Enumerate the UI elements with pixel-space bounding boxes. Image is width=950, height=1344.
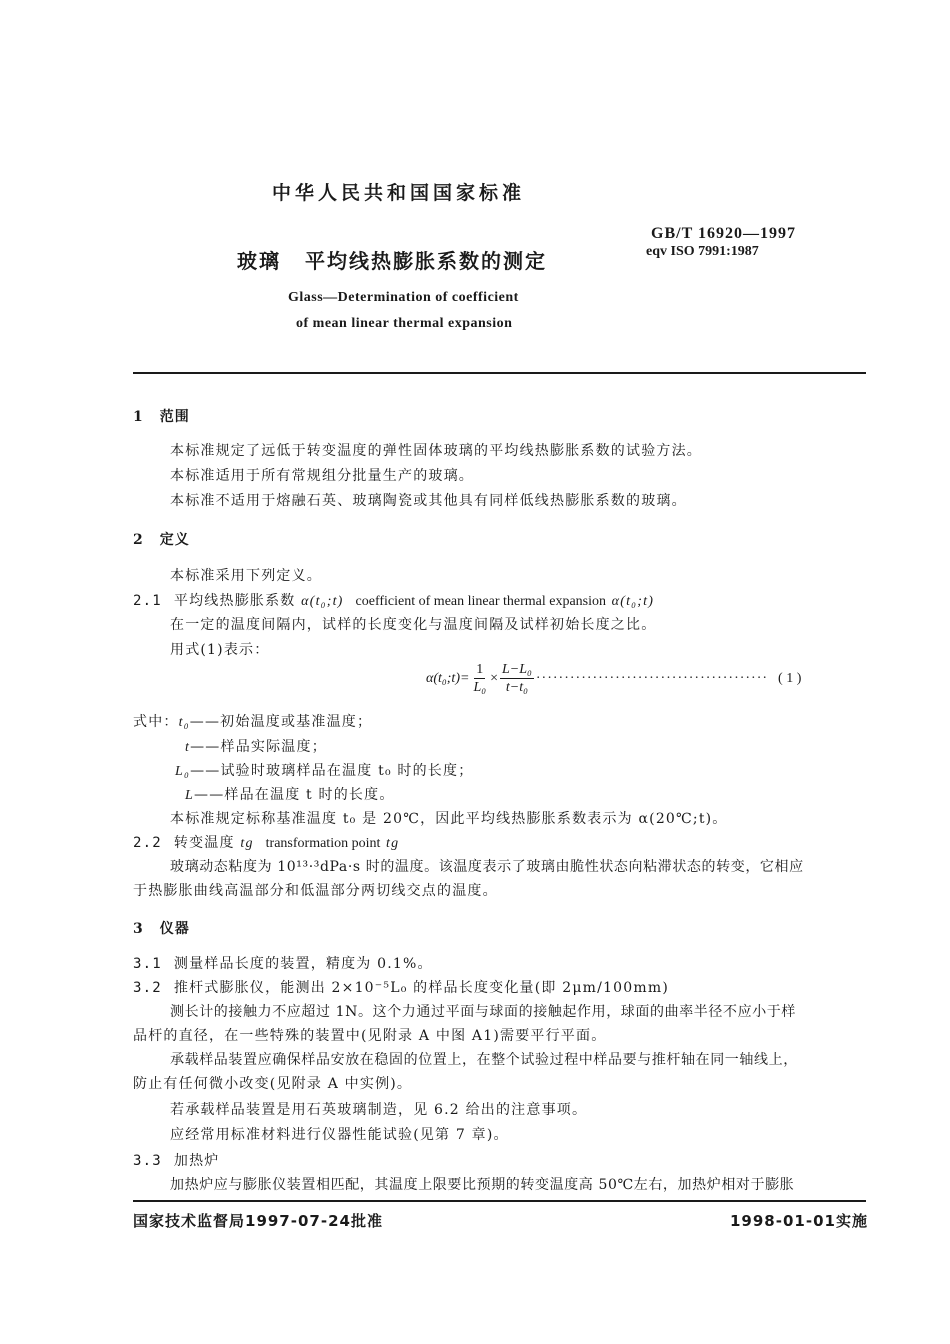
times-sign: × [490, 670, 498, 686]
section-3-heading [133, 918, 190, 938]
paragraph: 本标准规定标称基准温度 t₀ 是 20℃，因此平均线热膨胀系数表示为 α(20℃;t)。 [170, 811, 728, 827]
section-title: 范围 [159, 409, 190, 425]
paragraph: 于热膨胀曲线高温部分和低温部分两切线交点的温度。 [133, 883, 498, 899]
numerator: 1 [476, 662, 484, 677]
variable-symbol: L₀ [175, 764, 191, 779]
denominator: t−t₀ [505, 680, 528, 695]
variable-line [185, 784, 395, 804]
section-1-heading [133, 406, 190, 426]
definition-2-2 [133, 832, 399, 852]
national-standard-heading: 中华人民共和国国家标准 [272, 182, 526, 204]
clause-3-3 [133, 1150, 220, 1170]
iso-equivalence: eqv ISO 7991:1987 [646, 244, 759, 259]
term-symbol: tg [240, 836, 254, 851]
section-2-heading [133, 529, 190, 549]
fraction [471, 661, 488, 696]
term-en: coefficient of mean linear thermal expansion [355, 594, 607, 609]
section-number: 2 [133, 532, 144, 548]
paragraph: 本标准适用于所有常规组分批量生产的玻璃。 [170, 468, 474, 484]
term-symbol: tg [386, 836, 400, 851]
term-symbol: α(t₀;t) [301, 594, 344, 609]
title-en-line2: of mean linear thermal expansion [296, 316, 513, 331]
equation-number: ( 1 ) [778, 670, 802, 686]
effective-date: 1998-01-01实施 [730, 1212, 868, 1230]
paragraph: 承载样品装置应确保样品安放在稳固的位置上，在整个试验过程中样品要与推杆轴在同一轴线上， [170, 1052, 798, 1068]
clause-number: 2.1 [133, 593, 162, 609]
clause-text: 推杆式膨胀仪，能测出 2×10⁻⁵L₀ 的样品长度变化量(即 2μm/100mm) [173, 980, 669, 996]
where-clause [133, 711, 372, 731]
title-cn-part2: 平均线热膨胀系数的测定 [305, 249, 547, 273]
section-number: 3 [133, 921, 144, 937]
title-cn [237, 245, 547, 274]
title-en-line1: Glass—Determination of coefficient [288, 290, 519, 305]
variable-desc: ——试验时玻璃样品在温度 t₀ 时的长度； [190, 763, 474, 779]
title-cn-part1: 玻璃 [237, 249, 281, 273]
denominator: L₀ [473, 680, 487, 695]
definition-2-1 [133, 590, 654, 610]
clause-title: 加热炉 [173, 1153, 220, 1169]
variable-line [185, 736, 327, 756]
variable-desc: ——初始温度或基准温度； [189, 714, 373, 730]
variable-line [175, 760, 473, 780]
clause-3-1 [133, 953, 433, 973]
header-divider [133, 372, 866, 374]
term-cn: 转变温度 [173, 835, 235, 851]
term-en: transformation point [265, 836, 381, 851]
paragraph: 用式(1)表示： [170, 642, 270, 658]
paragraph: 品杆的直径，在一些特殊的装置中(见附录 A 中图 A1)需要平行平面。 [133, 1028, 607, 1044]
paragraph: 本标准采用下列定义。 [170, 568, 322, 584]
paragraph: 玻璃动态粘度为 10¹³·³dPa·s 时的温度。该温度表示了玻璃由脆性状态向粘滞状态的转变，它相应 [170, 859, 804, 875]
paragraph: 防止有任何微小改变(见附录 A 中实例)。 [133, 1076, 413, 1092]
fraction [500, 661, 534, 696]
paragraph: 加热炉应与膨胀仪装置相匹配，其温度上限要比预期的转变温度高 50℃左右，加热炉相对于膨胀 [170, 1177, 795, 1193]
variable-symbol: t [185, 740, 191, 755]
paragraph: 测长计的接触力不应超过 1N。这个力通过平面与球面的接触起作用，球面的曲率半径不应小于样 [170, 1004, 797, 1020]
term-cn: 平均线热膨胀系数 [173, 593, 296, 609]
variable-desc: ——样品实际温度； [190, 739, 327, 755]
section-title: 定义 [159, 532, 190, 548]
paragraph: 应经常用标准材料进行仪器性能试验(见第 7 章)。 [170, 1127, 509, 1143]
paragraph: 本标准规定了远低于转变温度的弹性固体玻璃的平均线热膨胀系数的试验方法。 [170, 443, 702, 459]
clause-3-2 [133, 977, 669, 997]
variable-symbol: t₀ [178, 715, 190, 730]
section-number: 1 [133, 409, 144, 425]
formula-1 [426, 661, 801, 696]
clause-number: 2.2 [133, 835, 162, 851]
clause-number: 3.2 [133, 980, 162, 996]
term-symbol: α(t₀;t) [611, 594, 655, 609]
paragraph: 在一定的温度间隔内，试样的长度变化与温度间隔及试样初始长度之比。 [170, 617, 657, 633]
leader-dots: ········································· [535, 670, 769, 686]
section-title: 仪器 [159, 921, 190, 937]
standard-code: GB/T 16920—1997 [651, 225, 796, 242]
issue-date: 国家技术监督局1997-07-24批准 [133, 1212, 383, 1230]
variable-symbol: L [185, 788, 194, 803]
formula-lhs: α(t₀;t)= [426, 670, 470, 686]
paragraph: 本标准不适用于熔融石英、玻璃陶瓷或其他具有同样低线热膨胀系数的玻璃。 [170, 493, 687, 509]
variable-desc: ——样品在温度 t 时的长度。 [194, 787, 395, 803]
numerator: L−L₀ [502, 662, 532, 677]
footer-divider [133, 1200, 866, 1202]
paragraph: 若承载样品装置是用石英玻璃制造，见 6.2 给出的注意事项。 [170, 1102, 588, 1118]
where-label: 式中： [133, 714, 179, 730]
clause-number: 3.1 [133, 956, 162, 972]
clause-number: 3.3 [133, 1153, 162, 1169]
clause-text: 测量样品长度的装置，精度为 0.1%。 [173, 956, 433, 972]
